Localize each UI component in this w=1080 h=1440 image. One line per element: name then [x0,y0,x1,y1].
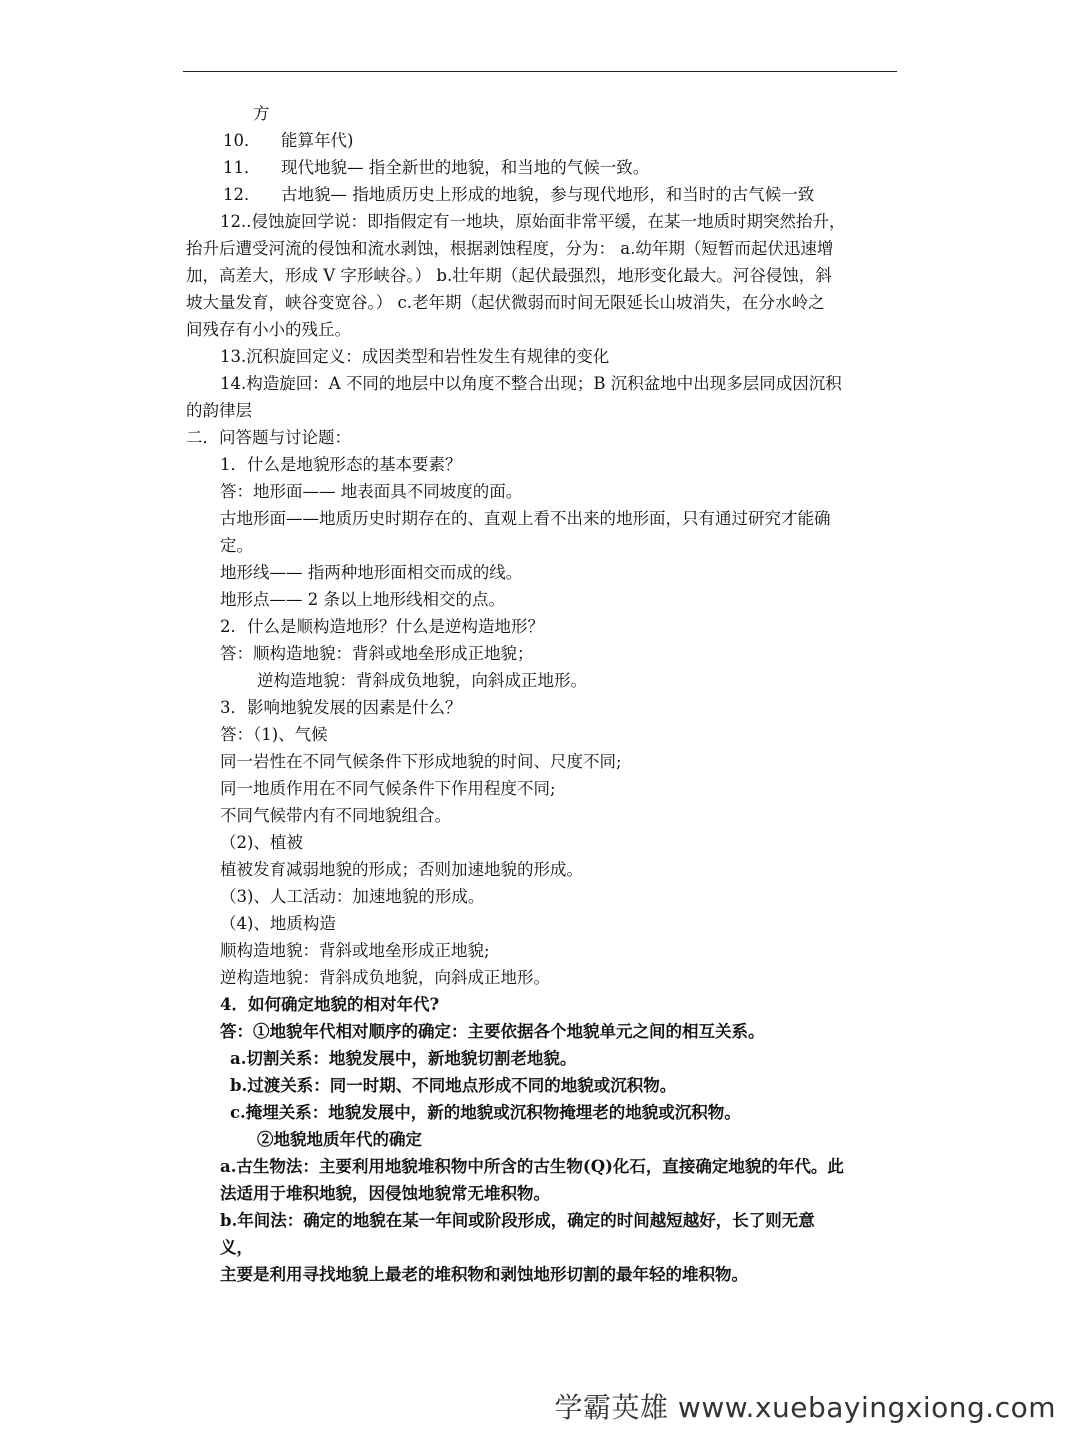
question: 3．影响地貌发展的因素是什么？ [220,698,462,717]
list-item [223,184,814,206]
question: 1．什么是地貌形态的基本要素？ [220,455,462,474]
answer-line: 答：地形面—— 地表面具不同坡度的面。 [220,482,523,501]
item-number: 10． [223,131,261,150]
answer-line: a.切割关系：地貌发展中，新地貌切割老地貌。 [230,1049,577,1068]
question: 4．如何确定地貌的相对年代? [220,995,440,1014]
answer-line: 不同气候带内有不同地貌组合。 [220,806,451,825]
list-item [223,157,649,179]
text-line: 抬升后遭受河流的侵蚀和流水剥蚀，根据剥蚀程度，分为： a.幼年期（短暂而起伏迅速增 [186,239,834,258]
answer-line: 答：顺构造地貌：背斜或地垒形成正地貌； [220,644,534,663]
answer-line: 植被发育减弱地貌的形成；否则加速地貌的形成。 [220,860,583,879]
section-heading: 二．问答题与讨论题： [186,428,351,447]
answer-line: 地形线—— 指两种地形面相交而成的线。 [220,563,523,582]
answer-line: 地形点—— 2 条以上地形线相交的点。 [220,590,505,609]
header-rule [183,71,897,72]
answer-line: 古地形面——地质历史时期存在的、直观上看不出来的地形面，只有通过研究才能确 [220,509,831,528]
answer-line: b.过渡关系：同一时期、不同地点形成不同的地貌或沉积物。 [230,1076,677,1095]
item-text: 现代地貌— 指全新世的地貌，和当地的气候一致。 [281,158,650,177]
answer-line: 顺构造地貌：背斜或地垒形成正地貌; [220,941,490,960]
answer-line: （4)、地质构造 [220,914,336,933]
text-line: 的韵律层 [186,401,252,420]
answer-line: 同一岩性在不同气候条件下形成地貌的时间、尺度不同; [220,752,622,771]
question: 2．什么是顺构造地形？什么是逆构造地形？ [220,617,544,636]
list-item [223,130,353,152]
text-line: 坡大量发育，峡谷变宽谷。） c.老年期（起伏微弱而时间无限延长山坡消失，在分水岭之 [186,293,825,312]
answer-line: 答：（1)、气候 [220,725,328,744]
text-line: 间残存有小小的残丘。 [186,320,351,339]
answer-line: ②地貌地质年代的确定 [257,1130,422,1149]
answer-line: 定。 [220,536,253,555]
answer-line: 同一地质作用在不同气候条件下作用程度不同; [220,779,556,798]
answer-line: 逆构造地貌：背斜成负地貌，向斜成正地形。 [257,671,587,690]
answer-line: a.古生物法：主要利用地貌堆积物中所含的古生物(Q)化石，直接确定地貌的年代。此 [220,1157,844,1176]
answer-line: （3)、人工活动：加速地貌的形成。 [220,887,485,906]
answer-line: （2)、植被 [220,833,303,852]
answer-line: b.年间法：确定的地貌在某一年间或阶段形成，确定的时间越短越好，长了则无意 [220,1211,815,1230]
item-number: 12． [223,185,261,204]
answer-line: 逆构造地貌：背斜成负地貌，向斜成正地形。 [220,968,550,987]
text-line: 加，高差大，形成 V 字形峡谷。） b.壮年期（起伏最强烈，地形变化最大。河谷侵蚀，斜 [186,266,832,285]
answer-line: 义， [220,1238,253,1257]
answer-line: 法适用于堆积地貌，因侵蚀地貌常无堆积物。 [220,1184,550,1203]
answer-line: 主要是利用寻找地貌上最老的堆积物和剥蚀地形切割的最年轻的堆积物。 [220,1265,748,1284]
answer-line: 答：①地貌年代相对顺序的确定：主要依据各个地貌单元之间的相互关系。 [220,1022,765,1041]
answer-line: c.掩埋关系：地貌发展中，新的地貌或沉积物掩埋老的地貌或沉积物。 [230,1103,741,1122]
watermark: 学霸英雄 www.xuebayingxiong.com [554,1391,1056,1424]
item-text: 古地貌— 指地质历史上形成的地貌，参与现代地形，和当时的古气候一致 [281,185,815,204]
text-line: 方 [253,104,270,123]
text-line: 13.沉积旋回定义：成因类型和岩性发生有规律的变化 [220,347,610,366]
item-text: 能算年代) [281,131,354,150]
text-line: 14.构造旋回：A 不同的地层中以角度不整合出现；B 沉积盆地中出现多层同成因沉积 [220,374,842,393]
text-line: 12..侵蚀旋回学说：即指假定有一地块，原始面非常平缓，在某一地质时期突然抬升， [220,212,846,231]
item-number: 11． [223,158,261,177]
